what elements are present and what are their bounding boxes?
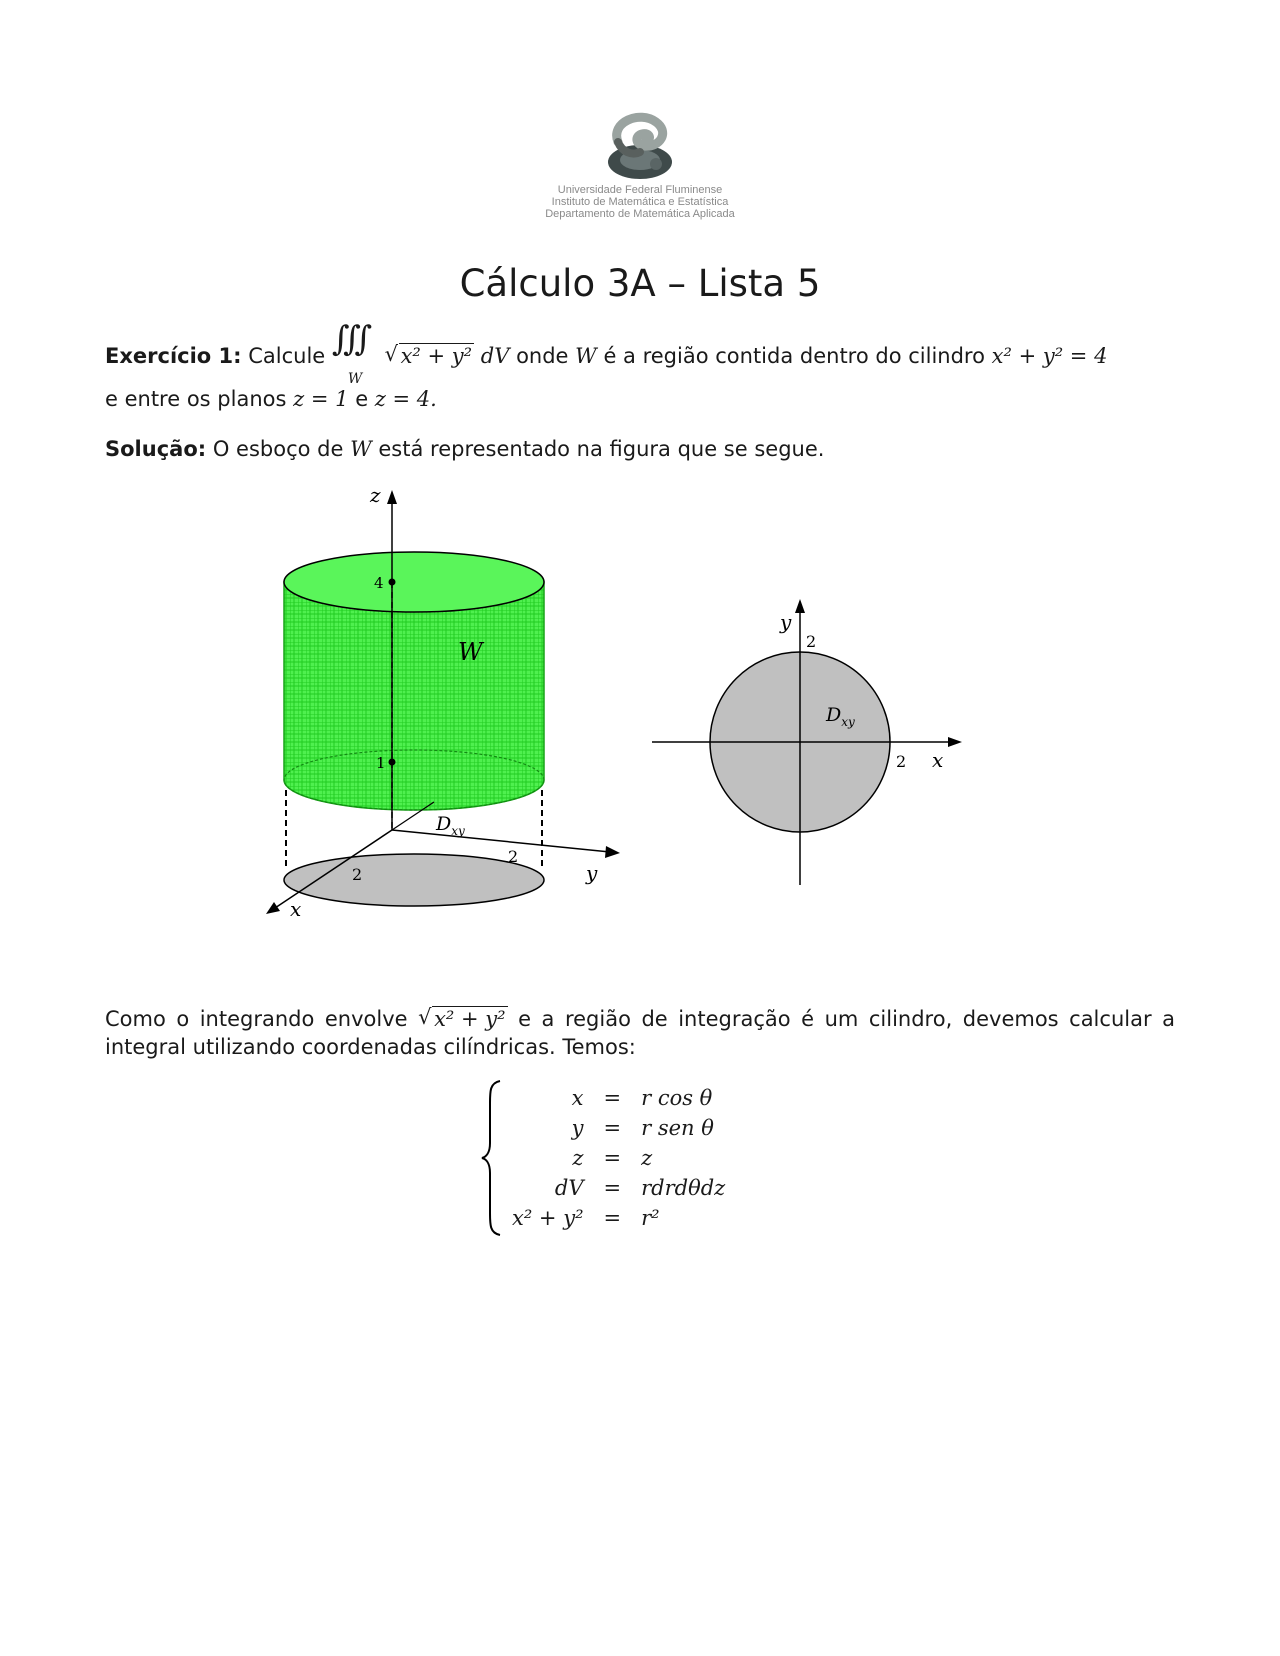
cylinder-equation: x² + y² = 4 <box>991 344 1108 368</box>
z-axis-arrow <box>387 490 397 504</box>
system-row <box>502 1203 735 1233</box>
disk-label-2d: $D_{xy}$ <box>826 704 855 729</box>
y-axis-arrow <box>605 846 620 858</box>
exercise-statement-line2 <box>105 385 1175 413</box>
triple-integral <box>331 319 378 387</box>
integrand: x² + y² <box>400 344 473 368</box>
sqrt-integrand: √ x² + y² <box>384 342 473 368</box>
system-rhs: r² <box>641 1206 660 1230</box>
figure-2d-disk <box>640 595 970 895</box>
system-rel: = <box>603 1146 622 1170</box>
exercise-text: é a região contida dentro do cilindro <box>603 344 985 368</box>
explanation-text: Como o integrando envolve <box>105 1007 408 1031</box>
system-lhs: x² + y² <box>512 1206 584 1230</box>
y-axis <box>392 830 610 852</box>
system-lhs: dV <box>554 1176 584 1200</box>
x-axis-arrow <box>266 902 280 914</box>
system-rhs: rdrdθdz <box>641 1176 726 1200</box>
plane-2: z = 4. <box>374 387 437 411</box>
point-z1 <box>389 759 396 766</box>
y-axis-label: y <box>586 861 598 885</box>
system-rel: = <box>603 1176 622 1200</box>
exercise-text: Calcule <box>248 344 326 368</box>
sqrt-body: x² + y² <box>434 1007 506 1031</box>
region-W: W <box>575 344 597 368</box>
solution-line <box>105 435 1175 463</box>
tick-x-2d: 2 <box>896 752 907 771</box>
explanation-paragraph <box>105 1005 1175 1061</box>
tick-z-4: 4 <box>374 574 384 592</box>
y-axis-arrow-2d <box>795 599 805 613</box>
system-row <box>502 1113 735 1143</box>
solution-label: Solução: <box>105 437 207 461</box>
tick-y-2d: 2 <box>806 632 817 651</box>
cylinder-body <box>284 582 544 810</box>
x-axis-label: x <box>290 897 302 921</box>
disk-label: $D_{xy}$ <box>436 813 465 838</box>
exercise-statement <box>105 319 1175 387</box>
region-W: W <box>350 437 372 461</box>
exercise-text: e <box>355 387 369 411</box>
x-axis-label-2d: x <box>932 748 944 772</box>
system-lhs: z <box>572 1146 584 1170</box>
tick-y-2: 2 <box>508 847 519 866</box>
system-lhs: x <box>571 1086 584 1110</box>
exercise-text: e entre os planos <box>105 387 287 411</box>
exercise-text: onde <box>516 344 569 368</box>
page-header <box>0 112 1280 220</box>
system-row <box>502 1173 735 1203</box>
explanation-text: e a região de integração é um cilindro, devemos calcular a integral utilizando coordenadas cilíndricas. Temos: <box>105 1007 1175 1059</box>
institution-line: Departamento de Matemática Aplicada <box>545 208 735 220</box>
solution-text: O esboço de <box>212 437 344 461</box>
cylindrical-coordinates-system <box>480 1083 780 1233</box>
x-axis-arrow-2d <box>948 737 962 747</box>
region-W-label: W <box>458 638 483 666</box>
exercise-label: Exercício 1: <box>105 344 242 368</box>
system-lhs: y <box>571 1116 584 1140</box>
sqrt-expression: √ x² + y² <box>418 1005 506 1031</box>
base-disk <box>284 854 544 906</box>
system-row <box>502 1143 735 1173</box>
y-axis-label-2d: y <box>780 610 792 634</box>
tick-x-2: 2 <box>352 865 363 884</box>
system-table <box>502 1083 735 1233</box>
system-row <box>502 1083 735 1113</box>
cylinder-top <box>284 552 544 612</box>
institution-line: Instituto de Matemática e Estatística <box>551 196 729 208</box>
institution-line: Universidade Federal Fluminense <box>557 184 723 196</box>
system-rhs: r sen θ <box>641 1116 714 1140</box>
system-rel: = <box>603 1086 622 1110</box>
tick-z-1: 1 <box>376 754 386 772</box>
plane-1: z = 1 <box>293 387 349 411</box>
university-logo <box>600 112 680 184</box>
page-title: Cálculo 3A – Lista 5 <box>459 262 821 305</box>
dV: dV <box>480 344 510 368</box>
system-rhs: r cos θ <box>641 1086 713 1110</box>
integral-symbol: ∭ <box>331 319 373 359</box>
system-rel: = <box>603 1206 622 1230</box>
z-axis-label: z <box>370 490 381 507</box>
solution-text: está representado na figura que se segue. <box>378 437 825 461</box>
system-rel: = <box>603 1116 622 1140</box>
integral-region-sub: W <box>347 371 363 387</box>
point-z4 <box>389 579 396 586</box>
left-brace <box>480 1079 504 1237</box>
figure-3d-cylinder <box>250 490 670 960</box>
system-rhs: z <box>641 1146 653 1170</box>
